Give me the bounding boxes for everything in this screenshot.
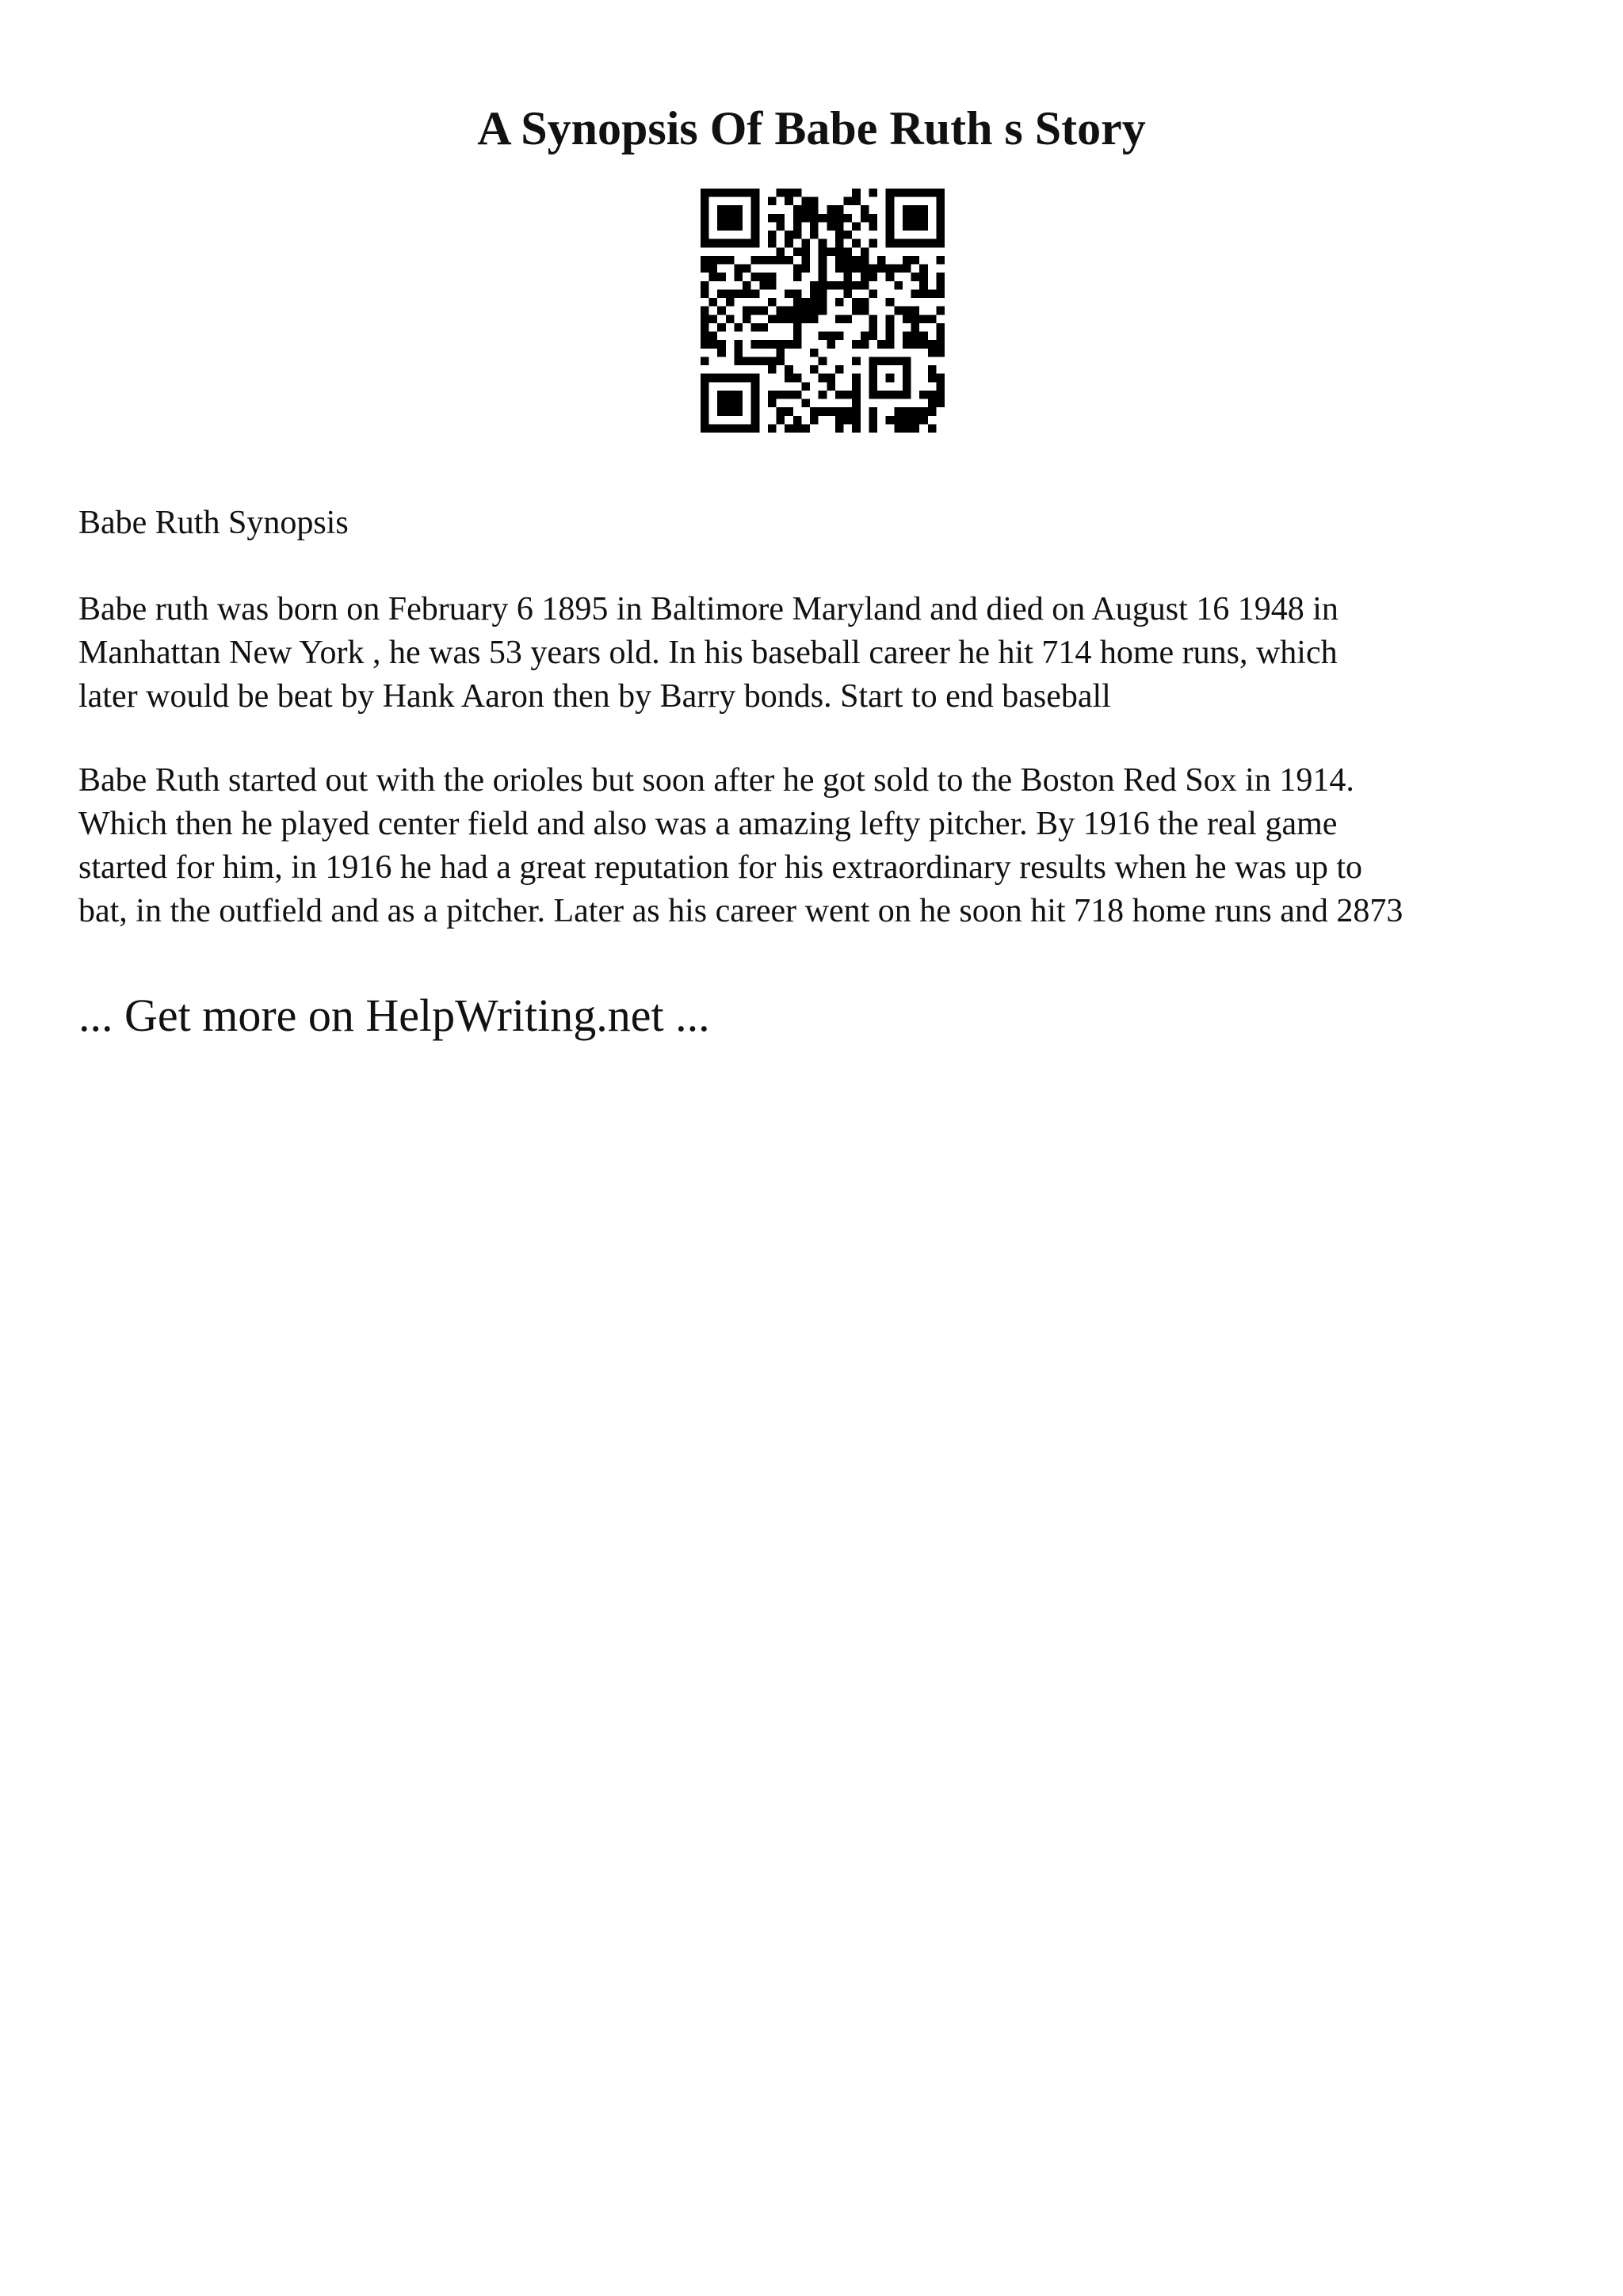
paragraph-1: [78, 588, 1568, 719]
paragraph-2: [78, 759, 1568, 933]
paragraph-2-line: bat, in the outfield and as a pitcher. Later as his career went on he soon hit 718 home runs and 2873: [78, 893, 1403, 929]
qr-code-icon: [701, 189, 945, 433]
paragraph-2-line: Babe Ruth started out with the orioles but soon after he got sold to the Boston Red Sox in 1914.: [78, 762, 1354, 799]
paragraph-2-line: Which then he played center field and also was a amazing lefty pitcher. By 1916 the real game: [78, 806, 1338, 842]
document-title: A Synopsis Of Babe Ruth s Story: [477, 102, 1146, 154]
paragraph-2-line: started for him, in 1916 he had a great reputation for his extraordinary results when he was up to: [78, 849, 1363, 886]
paragraph-1-line: later would be beat by Hank Aaron then by Barry bonds. Start to end baseball: [78, 678, 1111, 715]
paragraph-1-line: Manhattan New York , he was 53 years old. In his baseball career he hit 714 home runs, which: [78, 635, 1338, 671]
paragraph-1-line: Babe ruth was born on February 6 1895 in Baltimore Maryland and died on August 16 1948 in: [78, 591, 1338, 627]
section-heading: Babe Ruth Synopsis: [78, 505, 349, 541]
get-more-link[interactable]: ... Get more on HelpWriting.net ...: [78, 990, 710, 1041]
